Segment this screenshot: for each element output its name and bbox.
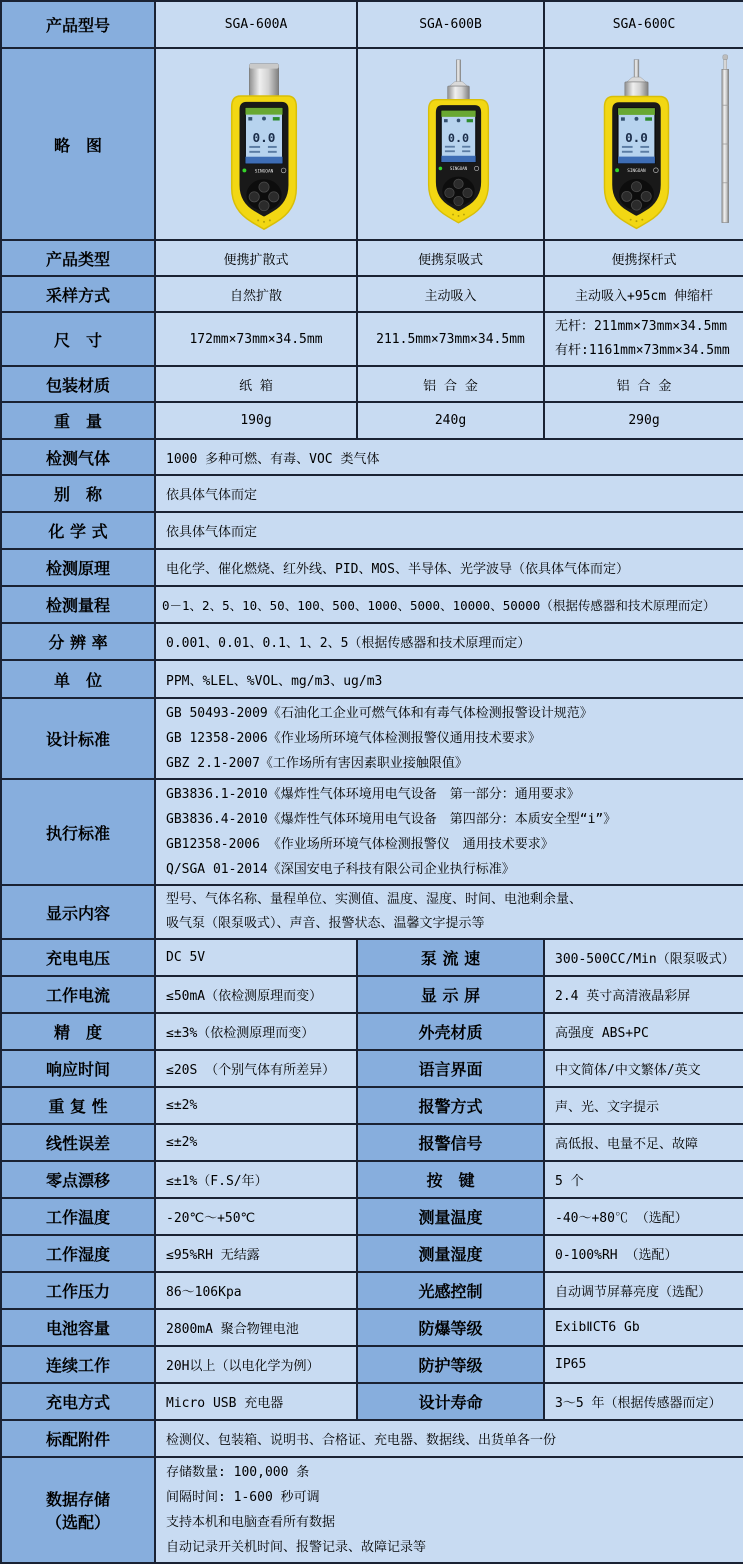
storage-line: 自动记录开关机时间、报警记录、故障记录等 <box>166 1540 427 1555</box>
standard-line: GB 50493-2009《石油化工企业可燃气体和有毒气体检测报警设计规范》 <box>166 706 593 721</box>
spec-label: 充电方式 <box>1 1383 155 1420</box>
spec-label: 连续工作 <box>1 1346 155 1383</box>
spec-value: 5 个 <box>544 1161 743 1198</box>
fan-icon <box>457 119 461 123</box>
row-accuracy-shell <box>1 1013 743 1050</box>
row-charge-voltage-pump-flow <box>1 939 743 976</box>
spec-value: IP65 <box>544 1346 743 1383</box>
spec-label: 显 示 屏 <box>357 976 544 1013</box>
row-charging-design-life <box>1 1383 743 1420</box>
spec-label: 防护等级 <box>357 1346 544 1383</box>
spec-label: 工作温度 <box>1 1198 155 1235</box>
dimension-line: 有杆:1161mm×73mm×34.5mm <box>555 343 730 358</box>
standard-line: GB3836.1-2010《爆炸性气体环境用电气设备 第一部分：通用要求》 <box>166 787 580 802</box>
display-line: 型号、气体名称、量程单位、实测值、温度、湿度、时间、电池剩余量、 <box>166 892 583 907</box>
spec-value: 0-100%RH （选配） <box>544 1235 743 1272</box>
row-label: 包装材质 <box>1 366 155 402</box>
row-label: 显示内容 <box>1 885 155 939</box>
button-pad <box>442 177 475 206</box>
row-linearity-alarm-signal <box>1 1124 743 1161</box>
spec-value: ≤20S （个别气体有所差异） <box>155 1050 357 1087</box>
brand-text: SINGOAN <box>254 169 274 175</box>
telescopic-rod <box>722 55 729 223</box>
spec-value: ≤±3%（依检测原理而变） <box>155 1013 357 1050</box>
row-value: PPM、%LEL、%VOL、mg/m3、ug/m3 <box>155 660 743 698</box>
spec-value: ≤50mA（依检测原理而变） <box>155 976 357 1013</box>
row-value: 检测仪、包装箱、说明书、合格证、充电器、数据线、出货单各一份 <box>155 1420 743 1457</box>
row-design-standard <box>1 698 743 779</box>
spec-label: 外壳材质 <box>357 1013 544 1050</box>
product-image-cell-c <box>544 48 743 240</box>
cell-b: 铝 合 金 <box>357 366 544 402</box>
cell-a: 190g <box>155 402 357 439</box>
spec-label: 测量湿度 <box>357 1235 544 1272</box>
spec-value: Micro USB 充电器 <box>155 1383 357 1420</box>
row-accessories <box>1 1420 743 1457</box>
cell-c: 便携探杆式 <box>544 240 743 276</box>
standard-line: GB 12358-2006《作业场所环境气体检测报警仪通用技术要求》 <box>166 731 541 746</box>
spec-label: 线性误差 <box>1 1124 155 1161</box>
row-label: 设计标准 <box>1 698 155 779</box>
spec-value: 中文简体/中文繁体/英文 <box>544 1050 743 1087</box>
spec-value: DC 5V <box>155 939 357 976</box>
model-cell-c: SGA-600C <box>544 1 743 48</box>
sensor-head <box>249 64 278 97</box>
row-label: 产品类型 <box>1 240 155 276</box>
spec-label: 充电电压 <box>1 939 155 976</box>
device-image-sga-600c <box>555 51 743 237</box>
row-battery-explosion-proof <box>1 1309 743 1346</box>
sketch-label: 略 图 <box>1 48 155 240</box>
row-label: 单 位 <box>1 660 155 698</box>
row-label: 检测原理 <box>1 549 155 586</box>
row-response-language <box>1 1050 743 1087</box>
spec-value: 20H以上（以电化学为例） <box>155 1346 357 1383</box>
model-cell-b: SGA-600B <box>357 1 544 48</box>
cell-c: 290g <box>544 402 743 439</box>
row-label: 分 辨 率 <box>1 623 155 660</box>
speaker-icon <box>444 119 448 122</box>
row-data-storage <box>1 1457 743 1563</box>
row-pressure-light-sense <box>1 1272 743 1309</box>
spec-label: 防爆等级 <box>357 1309 544 1346</box>
row-value: 依具体气体而定 <box>155 475 743 512</box>
standard-line: GB12358-2006 《作业场所环境气体检测报警仪 通用技术要求》 <box>166 837 554 852</box>
storage-label-line: （选配） <box>45 1513 110 1532</box>
screen-reading: 0.0 <box>447 131 470 146</box>
spec-value: 2.4 英寸高清液晶彩屏 <box>544 976 743 1013</box>
row-sampling-method <box>1 276 743 312</box>
cell-b: 211.5mm×73mm×34.5mm <box>357 312 544 366</box>
storage-label-line: 数据存储 <box>45 1490 110 1509</box>
led-indicator <box>439 167 443 171</box>
row-value: 依具体气体而定 <box>155 512 743 549</box>
row-label: 采样方式 <box>1 276 155 312</box>
row-display-content <box>1 885 743 939</box>
row-alias <box>1 475 743 512</box>
product-image-cell-a <box>155 48 357 240</box>
header-label: 产品型号 <box>1 1 155 48</box>
storage-line: 支持本机和电脑查看所有数据 <box>166 1515 336 1530</box>
battery-icon <box>273 117 280 120</box>
row-packing-material <box>1 366 743 402</box>
cell-b: 主动吸入 <box>357 276 544 312</box>
row-detect-range <box>1 586 743 623</box>
led-indicator <box>615 168 619 172</box>
brand-text: SINGOAN <box>449 166 468 172</box>
row-label: 标配附件 <box>1 1420 155 1457</box>
fan-icon <box>635 117 639 121</box>
row-exec-standard <box>1 779 743 885</box>
row-unit <box>1 660 743 698</box>
spec-value: ExibⅡCT6 Gb <box>544 1309 743 1346</box>
row-detect-principle <box>1 549 743 586</box>
spec-label: 光感控制 <box>357 1272 544 1309</box>
row-label: 别 称 <box>1 475 155 512</box>
spec-label: 泵 流 速 <box>357 939 544 976</box>
cell-c: 主动吸入+95cm 伸缩杆 <box>544 276 743 312</box>
cell-b: 240g <box>357 402 544 439</box>
row-label: 重 量 <box>1 402 155 439</box>
row-value <box>155 698 743 779</box>
spec-value: ≤±2% <box>155 1124 357 1161</box>
screen-reading: 0.0 <box>252 130 276 146</box>
button-pad <box>619 179 654 210</box>
spec-label: 零点漂移 <box>1 1161 155 1198</box>
cell-a: 便携扩散式 <box>155 240 357 276</box>
spec-label: 设计寿命 <box>357 1383 544 1420</box>
spec-label: 报警信号 <box>357 1124 544 1161</box>
standard-line: GB3836.4-2010《爆炸性气体环境用电气设备 第四部分：本质安全型“i”》 <box>166 812 617 827</box>
row-work-temp-measure-temp <box>1 1198 743 1235</box>
spec-label: 重 复 性 <box>1 1087 155 1124</box>
row-value <box>155 1457 743 1563</box>
row-chemical-formula <box>1 512 743 549</box>
spec-value: -20℃～+50℃ <box>155 1198 357 1235</box>
button-pad <box>246 179 281 211</box>
spec-label: 报警方式 <box>357 1087 544 1124</box>
spec-value: ≤95%RH 无结露 <box>155 1235 357 1272</box>
row-resolution <box>1 623 743 660</box>
spec-value: 3～5 年（根据传感器而定） <box>544 1383 743 1420</box>
spec-label: 工作湿度 <box>1 1235 155 1272</box>
storage-line: 间隔时间: 1-600 秒可调 <box>166 1490 320 1505</box>
pump-probe <box>448 60 470 100</box>
pump-probe <box>625 60 648 97</box>
battery-icon <box>467 119 473 122</box>
row-value: 0－1、2、5、10、50、100、500、1000、5000、10000、50000（根据传感器和技术原理而定） <box>155 586 743 623</box>
spec-value: 300-500CC/Min（限泵吸式） <box>544 939 743 976</box>
speaker-icon <box>621 117 625 120</box>
led-indicator <box>242 168 246 172</box>
spec-value: -40～+80℃ （选配） <box>544 1198 743 1235</box>
row-zero-drift-keys <box>1 1161 743 1198</box>
row-label: 执行标准 <box>1 779 155 885</box>
row-continuous-work-protection <box>1 1346 743 1383</box>
model-cell-a: SGA-600A <box>155 1 357 48</box>
device-image-sga-600b <box>368 51 544 237</box>
standard-line: GBZ 2.1-2007《工作场所有害因素职业接触限值》 <box>166 756 468 771</box>
brand-text: SINGOAN <box>627 169 646 175</box>
spec-value: 自动调节屏幕亮度（选配） <box>544 1272 743 1309</box>
row-sketch <box>1 48 743 240</box>
spec-value: 2800mA 聚合物锂电池 <box>155 1309 357 1346</box>
screen-reading: 0.0 <box>625 130 648 146</box>
cell-a: 纸 箱 <box>155 366 357 402</box>
spec-label: 语言界面 <box>357 1050 544 1087</box>
device-image-sga-600a <box>166 51 357 237</box>
spec-value: ≤±2% <box>155 1087 357 1124</box>
row-value <box>155 779 743 885</box>
device-screen <box>245 108 282 164</box>
row-working-current-display <box>1 976 743 1013</box>
spec-value: 86～106Kpa <box>155 1272 357 1309</box>
row-product-type <box>1 240 743 276</box>
cell-a: 172mm×73mm×34.5mm <box>155 312 357 366</box>
row-detect-gas <box>1 439 743 475</box>
spec-label: 工作压力 <box>1 1272 155 1309</box>
spec-value: 高强度 ABS+PC <box>544 1013 743 1050</box>
row-work-humidity-measure-humidity <box>1 1235 743 1272</box>
row-label: 检测量程 <box>1 586 155 623</box>
spec-label: 精 度 <box>1 1013 155 1050</box>
row-label: 尺 寸 <box>1 312 155 366</box>
row-value: 1000 多种可燃、有毒、VOC 类气体 <box>155 439 743 475</box>
spec-label: 工作电流 <box>1 976 155 1013</box>
standard-line: Q/SGA 01-2014《深国安电子科技有限公司企业执行标准》 <box>166 862 515 877</box>
row-value: 电化学、催化燃烧、红外线、PID、MOS、半导体、光学波导（依具体气体而定） <box>155 549 743 586</box>
row-value: 0.001、0.01、0.1、1、2、5（根据传感器和技术原理而定） <box>155 623 743 660</box>
storage-line: 存储数量: 100,000 条 <box>166 1465 310 1480</box>
row-label: 检测气体 <box>1 439 155 475</box>
cell-a: 自然扩散 <box>155 276 357 312</box>
row-model-header <box>1 1 743 48</box>
spec-label: 测量温度 <box>357 1198 544 1235</box>
spec-label: 按 键 <box>357 1161 544 1198</box>
spec-value: ≤±1%（F.S/年） <box>155 1161 357 1198</box>
row-value <box>155 885 743 939</box>
spec-value: 高低报、电量不足、故障 <box>544 1124 743 1161</box>
spec-label: 响应时间 <box>1 1050 155 1087</box>
row-label <box>1 1457 155 1563</box>
speaker-icon <box>248 117 252 120</box>
battery-icon <box>645 117 652 120</box>
dimension-line: 无杆：211mm×73mm×34.5mm <box>555 319 728 334</box>
cell-c <box>544 312 743 366</box>
display-line: 吸气泵（限泵吸式）、声音、报警状态、温馨文字提示等 <box>166 916 485 931</box>
device-screen <box>618 108 655 163</box>
row-weight <box>1 402 743 439</box>
spec-value: 声、光、文字提示 <box>544 1087 743 1124</box>
spec-label: 电池容量 <box>1 1309 155 1346</box>
row-repeatability-alarm-mode <box>1 1087 743 1124</box>
row-dimensions <box>1 312 743 366</box>
product-image-cell-b <box>357 48 544 240</box>
fan-icon <box>262 117 266 121</box>
row-label: 化 学 式 <box>1 512 155 549</box>
cell-c: 铝 合 金 <box>544 366 743 402</box>
device-screen <box>441 111 475 163</box>
cell-b: 便携泵吸式 <box>357 240 544 276</box>
